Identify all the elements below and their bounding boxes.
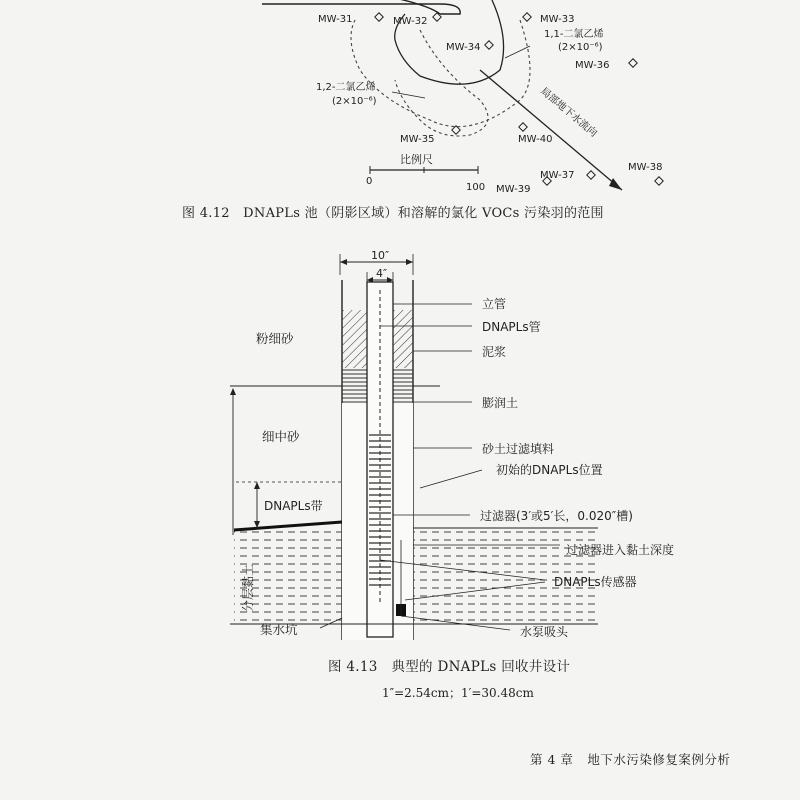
label-sand-pack: 砂土过滤填料: [482, 442, 555, 456]
label-bentonite: 膨润土: [482, 396, 519, 410]
figure-4-13-caption: 图 4.13 典型的 DNAPLs 回收井设计: [328, 659, 571, 675]
well-label-mw31: MW-31: [318, 14, 353, 25]
label-sump: 集水坑: [260, 622, 298, 637]
label-screen: 过滤器(3′或5′长，0.020″槽): [480, 509, 633, 523]
label-clay: 分层黏土: [241, 563, 255, 612]
label-screen-depth: 过滤器进入黏土深度: [566, 543, 675, 557]
label-silty-sand: 粉细砂: [256, 331, 294, 346]
dce11-conc: (2×10⁻⁶): [558, 42, 603, 53]
well-screen: [369, 430, 391, 590]
label-grout: 泥浆: [482, 345, 507, 359]
well-label-mw40: MW-40: [518, 134, 553, 145]
well-label-mw39: MW-39: [496, 184, 531, 195]
well-label-mw35: MW-35: [400, 134, 435, 145]
figure-4-12-caption: 图 4.12 DNAPLs 池（阴影区域）和溶解的氯化 VOCs 污染羽的范围: [182, 206, 604, 221]
scale-zero: 0: [366, 176, 373, 187]
label-pump-intake: 水泵吸头: [520, 625, 569, 639]
well-label-mw32: MW-32: [393, 16, 428, 27]
well-label-mw33: MW-33: [540, 14, 575, 25]
flow-direction-label: 局部地下水流向: [538, 85, 599, 140]
scale-bar: [366, 152, 485, 193]
dce12-name: 1,2-二氯乙烯: [316, 82, 376, 93]
label-fine-medium-sand: 细中砂: [262, 429, 300, 444]
well-label-mw36: MW-36: [575, 60, 610, 71]
figure-4-12-map: [262, 0, 663, 195]
well-label-mw37: MW-37: [540, 170, 575, 181]
label-dnapl-zone: DNAPLs带: [264, 499, 323, 513]
figure-4-13-well: [230, 249, 674, 640]
label-initial-dnapl: 初始的DNAPLs位置: [496, 463, 603, 477]
dim-inner-label: 4″: [376, 267, 388, 280]
dce11-name: 1,1-二氯乙烯: [544, 29, 604, 40]
dce12-conc: (2×10⁻⁶): [332, 96, 377, 107]
scale-label: 比例尺: [400, 153, 433, 166]
dim-outer-label: 10″: [371, 249, 390, 262]
well-label-mw38: MW-38: [628, 162, 663, 173]
label-dnapl-pipe: DNAPLs管: [482, 320, 541, 334]
label-dnapl-sensor: DNAPLs传感器: [554, 575, 637, 589]
scale-hundred: 100: [466, 182, 486, 193]
label-riser: 立管: [482, 297, 507, 311]
footer-chapter: 第 4 章: [530, 752, 574, 767]
unit-conversion-note: 1″=2.54cm；1′=30.48cm: [382, 686, 534, 700]
well-label-mw34: MW-34: [446, 42, 481, 53]
page-footer: [530, 750, 744, 768]
footer-title: 地下水污染修复案例分析: [587, 752, 731, 767]
